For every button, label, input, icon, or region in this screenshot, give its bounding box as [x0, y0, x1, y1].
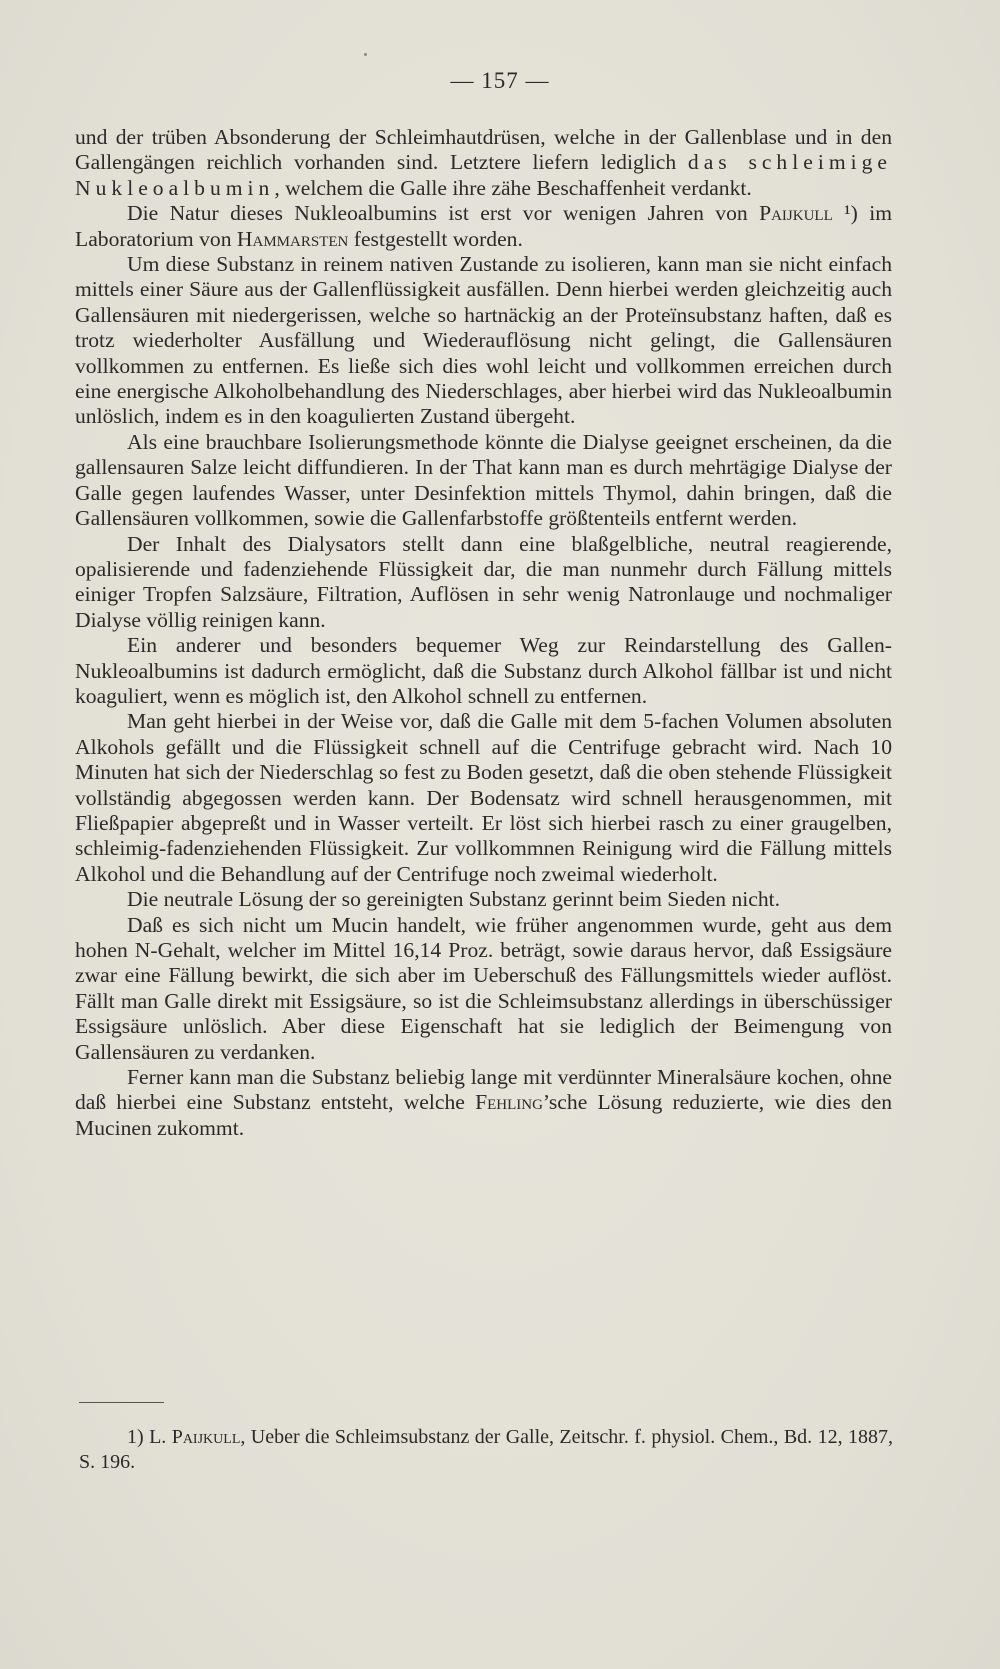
footnote	[79, 1425, 893, 1475]
paragraph-7: Man geht hierbei in der Weise vor, daß die Galle mit dem 5-fachen Volumen absoluten Alkohols gefällt und die Flüssigkeit schnell auf die Centrifuge gebracht wird. Nach 10 Minuten hat sich der Niederschlag so fest zu Boden gesetzt, daß die oben stehende Flüssigkeit vollständig abgegossen werden kann. Der Bodensatz wird schnell herausgenommen, mit Fließpapier abgepreßt und in Wasser verteilt. Er löst sich hierbei rasch zu einer graugelben, schleimig-fadenziehenden Flüssigkeit. Zur vollkommnen Reinigung wird die Fällung mittels Alkohol und die Behandlung auf der Centrifuge noch zweimal wiederholt.	[75, 709, 892, 886]
footnote-citation: , Ueber die Schleimsubstanz der Galle, Zeitschr. f. physiol. Chem., Bd. 12, 1887, S. 196.	[79, 1426, 893, 1473]
paragraph-2	[75, 201, 892, 252]
paper-speck	[364, 53, 367, 56]
paragraph-2-text: Die Natur dieses Nukleoalbumins ist erst vor wenigen Jahren von	[127, 201, 760, 226]
paragraph-4: Als eine brauchbare Isolierungsmethode könnte die Dialyse geeignet erscheinen, da die gallensauren Salze leicht diffundieren. In der That kann man es durch mehrtägige Dialyse der Galle gegen laufendes Wasser, unter Desinfektion mittels Thymol, dahin bringen, daß die Gallensäuren vollkommen, sowie die Gallenfarbstoffe größtenteils entfernt werden.	[75, 429, 892, 531]
paragraph-8: Die neutrale Lösung der so gereinigten Substanz gerinnt beim Sieden nicht.	[127, 887, 781, 912]
paragraph-1	[75, 125, 892, 201]
paragraph-3: Um diese Substanz in reinem nativen Zustande zu isolieren, kann man sie nicht einfach mittels einer Säure aus der Gallenflüssigkeit ausfällen. Denn hierbei werden gleichzeitig auch Gallensäuren mit niedergerissen, welche so hartnäckig an der Proteïnsubstanz haften, daß es trotz wiederholter Ausfällung und Wiederauflösung nicht gelingt, die Gallensäuren vollkommen zu entfernen. Es ließe sich dies wohl leicht und vollkommen erreichen durch eine energische Alkoholbehandlung des Niederschlages, aber hierbei wird das Nukleoalbumin unlöslich, indem es in den koagulierten Zustand übergeht.	[75, 252, 892, 429]
author-name-paijkull: Paijkull	[759, 201, 833, 226]
paragraph-1-text: und der trüben Absonderung der Schleimhautdrüsen, welche in der Gallenblase und in den Gallengängen reichlich vorhanden sind. Letztere liefern lediglich	[75, 125, 892, 175]
author-name-fehling: Fehling	[475, 1090, 543, 1115]
footnote-text	[79, 1425, 893, 1475]
paragraph-10-tail: ’sche Lösung reduzierte, wie dies den Mucinen zukommt.	[75, 1090, 892, 1140]
paragraph-6: Ein anderer und besonders bequemer Weg zur Reindarstellung des Gallen-Nukleoalbumins ist dadurch ermöglicht, daß die Substanz durch Alkohol fällbar ist und nicht koaguliert, wenn es möglich ist, den Alkohol schnell zu entfernen.	[75, 633, 892, 708]
paragraph-2-tail: festgestellt worden.	[348, 226, 523, 251]
paragraph-1-tail: , welchem die Galle ihre zähe Beschaffenheit verdankt.	[274, 175, 752, 200]
page-number: — 157 —	[450, 68, 550, 93]
footnote-rule	[79, 1402, 164, 1403]
footnote-marker: 1) L.	[127, 1426, 172, 1448]
body-text	[75, 125, 892, 1141]
spaced-emphasis: das schleimige Nukleoalbumin	[75, 150, 892, 200]
footnote-author: Paijkull	[171, 1426, 241, 1448]
author-name-hammarsten: Hammarsten	[236, 226, 349, 251]
paragraph-10	[75, 1065, 892, 1141]
paragraph-5: Der Inhalt des Dialysators stellt dann eine blaßgelbliche, neutral reagierende, opalisierende und fadenziehende Flüssigkeit dar, die man nunmehr durch Fällung mittels einiger Tropfen Salzsäure, Filtration, Auflösen in sehr wenig Natronlauge und nochmaliger Dialyse völlig reinigen kann.	[75, 531, 892, 632]
paragraph-2-mid: ¹) im Laboratorium von	[75, 201, 892, 251]
paragraph-10-text: Ferner kann man die Substanz beliebig lange mit verdünnter Mineralsäure kochen, ohne daß hierbei eine Substanz entsteht, welche	[75, 1065, 892, 1115]
paragraph-9: Daß es sich nicht um Mucin handelt, wie früher angenommen wurde, geht aus dem hohen N-Gehalt, welcher im Mittel 16,14 Proz. beträgt, sowie daraus hervor, daß Essigsäure zwar eine Fällung bewirkt, die sich aber im Ueberschuß des Fällungsmittels wieder auflöst. Fällt man Galle direkt mit Essigsäure, so ist die Schleimsubstanz allerdings in überschüssiger Essigsäure unlöslich. Aber diese Eigenschaft hat sie lediglich der Beimengung von Gallensäuren zu verdanken.	[75, 912, 892, 1064]
